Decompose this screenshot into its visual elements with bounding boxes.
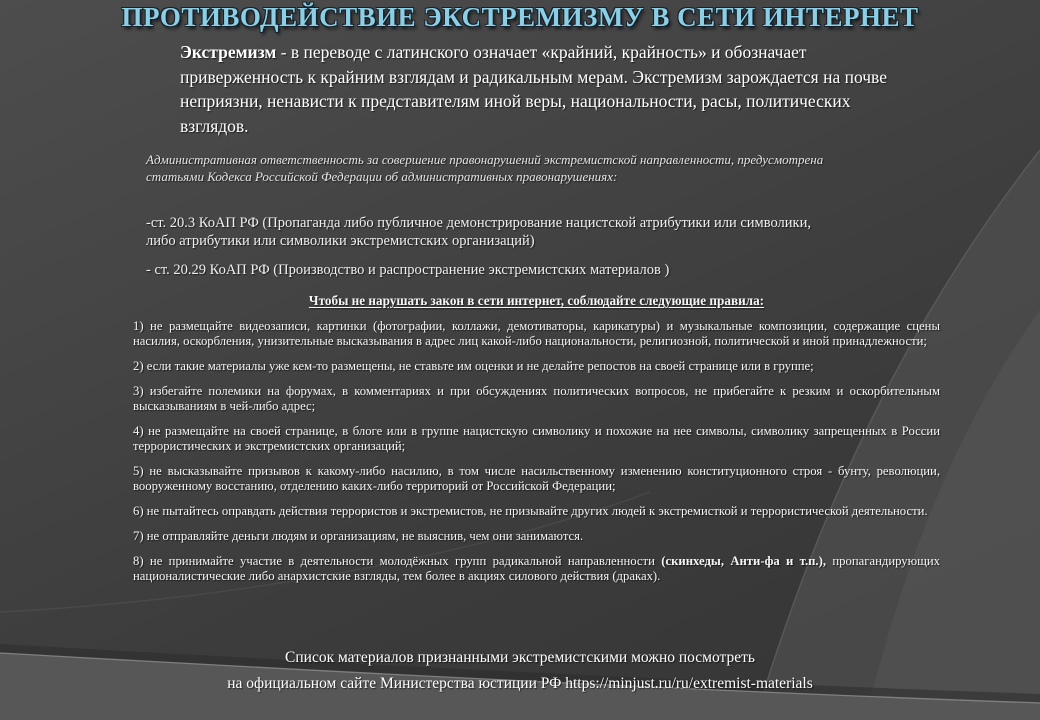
footer-line-1: Список материалов признанными экстремистскими можно посмотреть <box>285 649 755 666</box>
rule-item-8-bold: (скинхеды, Анти-фа и т.п.), <box>661 554 827 568</box>
rules-heading-underline: Чтобы не нарушать закон в сети интернет, соблюдайте следующие правила: <box>308 293 765 308</box>
rule-item-2: 2) если такие материалы уже кем-то размещены, не ставьте им оценки и не делайте репостов на своей странице или в группе; <box>133 359 814 373</box>
intro-term: Экстремизм <box>180 42 277 62</box>
rule-item-8-pre: 8) не принимайте участие в деятельности молодёжных групп радикальной направленности <box>133 554 662 568</box>
rule-item-6: 6) не пытайтесь оправдать действия террористов и экстремистов, не призывайте других людей к экстремисткой и террористической деятельности. <box>133 504 928 518</box>
rules-section <box>133 293 940 594</box>
rules-heading <box>133 293 940 308</box>
article-20-29-koap: - ст. 20.29 КоАП РФ (Производство и распространение экстремистских материалов ) <box>146 262 670 278</box>
footer-line-2: на официальном сайте Министерства юстиции РФ https://minjust.ru/ru/extremist-materials <box>227 674 813 692</box>
intro-paragraph <box>180 40 910 138</box>
rule-item-8 <box>133 554 940 584</box>
rule-item-4: 4) не размещайте на своей странице, в блоге или в группе нацистскую символику и похожие на нее символы, символику запрещенных в России террористических и экстремистских организаций; <box>133 424 940 453</box>
rule-item-3: 3) избегайте полемики на форумах, в комментариях и при обсуждениях политических вопросов, не прибегайте к резким и оскорбительным высказываниям в чей-либо адрес; <box>133 384 940 413</box>
article-20-3-koap: -ст. 20.3 КоАП РФ (Пропаганда либо публичное демонстрирование нацистской атрибутики или символики, либо атрибутики или символики экстремистских организаций) <box>146 215 811 249</box>
rule-item-1: 1) не размещайте видеозаписи, картинки (фотографии, коллажи, демотиваторы, карикатуры) и музыкальные композиции, содержащие сцены насилия, оскорбления, унизительные высказывания в адрес лиц какой-либо национальности, религиозной, политической и иной принадлежности; <box>133 319 940 348</box>
slide-title: ПРОТИВОДЕЙСТВИЕ ЭКСТРЕМИЗМУ В СЕТИ ИНТЕРНЕТ <box>121 2 919 32</box>
rule-item-5: 5) не высказывайте призывов к какому-либо насилию, в том числе насильственному изменению конституционного строя - бунту, революции, вооруженному восстанию, отделению каких-либо территорий от Российской Федерации; <box>133 464 940 493</box>
admin-liability-note: Административная ответственность за совершение правонарушений экстремистской направленности, предусмотрена статьями Кодекса Российской Федерации об административных правонарушениях: <box>146 152 824 184</box>
intro-text: - в переводе с латинского означает «крайний, крайность» и обозначает приверженность к крайним взглядам и радикальным мерам. Экстремизм зарождается на почве неприязни, ненависти к представителям иной веры, национальности, расы, политических взглядов. <box>180 42 887 136</box>
rule-item-8-post: пропагандирующих националистические либо анархистские взгляды, тем более в акциях силового действия (драках). <box>133 554 941 583</box>
footer-note <box>0 645 1040 696</box>
rule-item-7: 7) не отправляйте деньги людям и организациям, не выяснив, чем они занимаются. <box>133 529 584 543</box>
